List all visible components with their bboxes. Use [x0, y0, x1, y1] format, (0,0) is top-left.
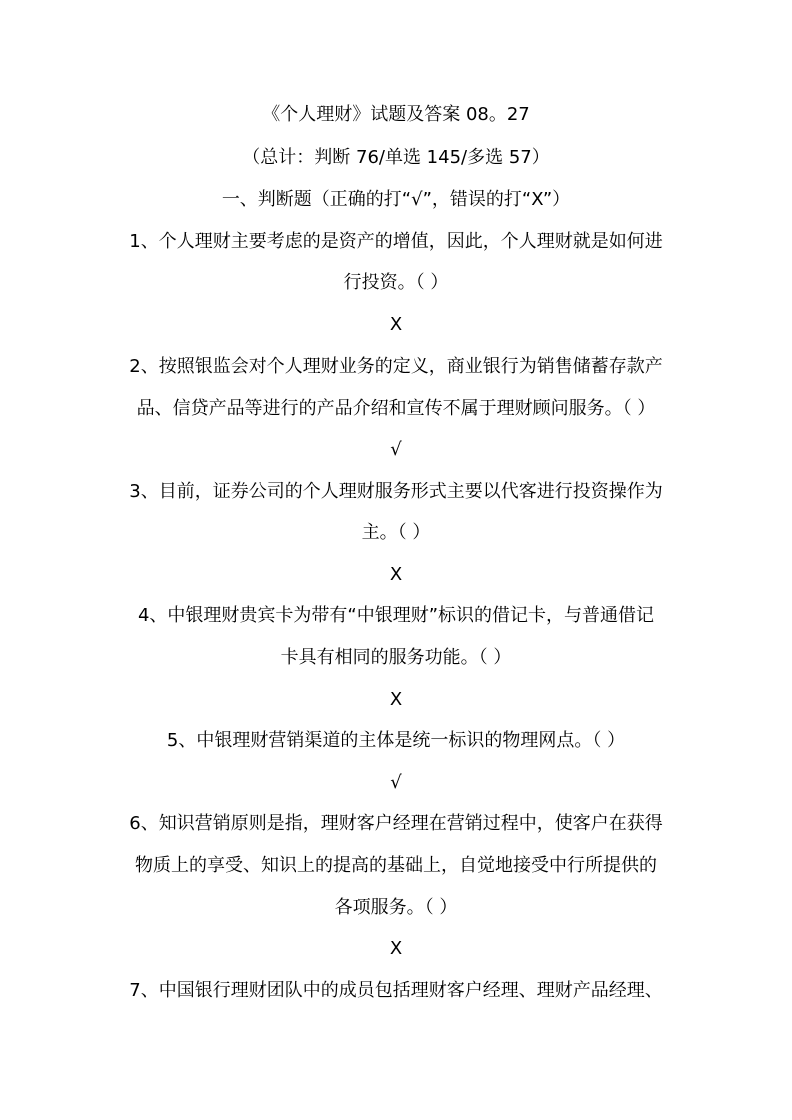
question-6-answer: X — [389, 938, 403, 959]
question-5-line-1: 5、中银理财营销渠道的主体是统一标识的物理网点。（ ） — [166, 730, 626, 751]
question-4-answer: X — [389, 689, 403, 710]
question-1-line-2: 行投资。（ ） — [343, 272, 449, 293]
question-1-line-1: 1、个人理财主要考虑的是资产的增值，因此，个人理财就是如何进 — [129, 231, 663, 252]
question-2-answer: √ — [390, 439, 402, 460]
question-5-answer: √ — [390, 772, 402, 793]
section-heading: 一、判断题（正确的打“√”，错误的打“X”） — [221, 189, 571, 210]
question-7-line-1: 7、中国银行理财团队中的成员包括理财客户经理、理财产品经理、 — [129, 980, 663, 1001]
question-3-line-2: 主。（ ） — [361, 522, 431, 543]
question-2-line-2: 品、信贷产品等进行的产品介绍和宣传不属于理财顾问服务。（ ） — [136, 398, 656, 419]
document-title: 《个人理财》试题及答案 08。27 — [262, 104, 530, 125]
question-6-line-1: 6、知识营销原则是指，理财客户经理在营销过程中，使客户在获得 — [129, 813, 663, 834]
question-6-line-2: 物质上的享受、知识上的提高的基础上，自觉地接受中行所提供的 — [135, 855, 657, 876]
question-2-line-1: 2、按照银监会对个人理财业务的定义，商业银行为销售储蓄存款产 — [129, 356, 663, 377]
question-6-line-3: 各项服务。（ ） — [334, 897, 458, 918]
question-3-line-1: 3、目前，证券公司的个人理财服务形式主要以代客进行投资操作为 — [129, 481, 663, 502]
document-summary: （总计：判断 76/单选 145/多选 57） — [242, 147, 550, 168]
question-1-answer: X — [389, 314, 403, 335]
question-4-line-1: 4、中银理财贵宾卡为带有“中银理财”标识的借记卡，与普通借记 — [137, 605, 655, 626]
question-3-answer: X — [389, 564, 403, 585]
question-4-line-2: 卡具有相同的服务功能。（ ） — [280, 647, 512, 668]
